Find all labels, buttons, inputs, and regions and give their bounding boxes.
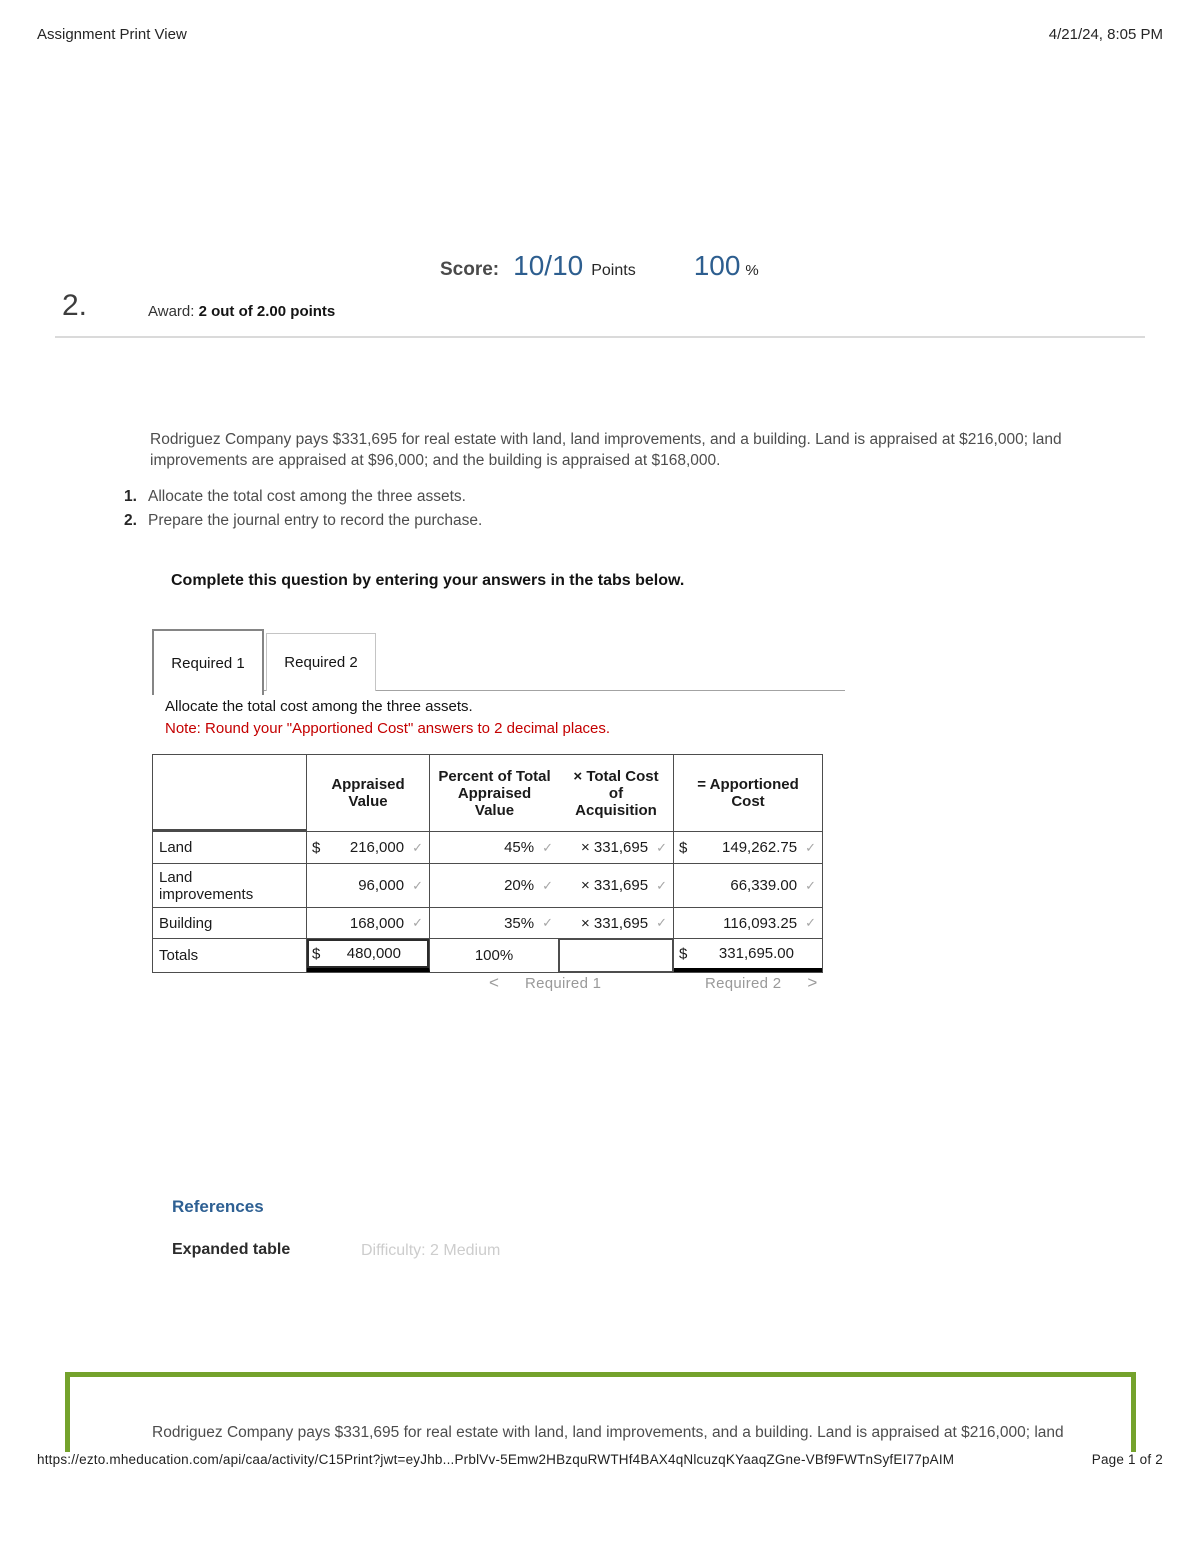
tab-required-1[interactable] xyxy=(152,629,264,695)
check-icon xyxy=(542,915,553,931)
cell-value: 66,339.00 xyxy=(730,877,798,894)
currency-symbol: $ xyxy=(679,945,688,962)
score-summary xyxy=(440,250,759,282)
cell-value: 149,262.75 xyxy=(722,839,798,856)
totals-apportioned-cost xyxy=(674,939,822,972)
chevron-right-icon xyxy=(807,973,817,993)
check-icon xyxy=(656,840,667,856)
totals-empty-cell xyxy=(559,939,674,972)
check-icon xyxy=(412,840,423,856)
cell-value: 216,000 xyxy=(349,839,405,856)
row-label: Building xyxy=(153,908,307,938)
table-header-row xyxy=(153,755,822,832)
total-cost-input[interactable] xyxy=(559,908,674,938)
page-title: Assignment Print View xyxy=(37,26,187,43)
apportioned-cost-input[interactable] xyxy=(674,908,822,938)
check-icon xyxy=(805,878,816,894)
header-percent-of-total: Percent of Total Appraised Value xyxy=(430,755,559,832)
percent-input[interactable] xyxy=(430,832,559,863)
requirement-text: Allocate the total cost among the three assets. xyxy=(148,488,466,505)
row-label: Land xyxy=(153,832,307,863)
print-timestamp: 4/21/24, 8:05 PM xyxy=(1048,26,1163,43)
header-times-total-cost: × Total Cost of Acquisition xyxy=(559,755,674,832)
score-points-value: 10/10 xyxy=(513,250,584,281)
check-icon xyxy=(805,915,816,931)
table-row-land-improvements xyxy=(153,864,822,908)
cell-value: 116,093.25 xyxy=(723,914,798,932)
reference-type-link[interactable]: Expanded table xyxy=(172,1241,291,1258)
requirement-number: 2. xyxy=(124,512,137,529)
award-label: Award: xyxy=(148,303,195,320)
appraised-value-input[interactable] xyxy=(307,832,430,863)
requirement-item xyxy=(124,512,482,536)
cell-value: × 331,695 xyxy=(580,877,649,894)
check-icon xyxy=(412,915,423,931)
preview-text: Rodriguez Company pays $331,695 for real estate with land, land improvements, and a building. Land is appraised at $216,000; land xyxy=(152,1424,1064,1441)
section-divider xyxy=(55,336,1145,338)
total-cost-input[interactable] xyxy=(559,864,674,907)
apportioned-cost-input[interactable] xyxy=(674,864,822,907)
problem-statement: Rodriguez Company pays $331,695 for real estate with land, land improvements, and a building. Land is appraised at $216,000; land improvements are appraised at $96,000; and the building is appraised at $168,000. xyxy=(150,431,1062,469)
cell-value: × 331,695 xyxy=(580,839,649,856)
check-icon xyxy=(542,878,553,894)
rounding-note: Note: Round your "Apportioned Cost" answers to 2 decimal places. xyxy=(165,720,611,737)
cell-value: 35% xyxy=(504,914,535,932)
pager-previous[interactable] xyxy=(489,973,601,993)
next-page-question-preview xyxy=(65,1372,1136,1452)
panel-instruction: Allocate the total cost among the three assets. xyxy=(165,698,473,715)
score-points-label: Points xyxy=(591,262,636,279)
score-percent-value: 100 xyxy=(693,250,741,281)
cell-value: 480,000 xyxy=(346,945,401,962)
references-link[interactable]: References xyxy=(172,1197,264,1216)
requirement-list xyxy=(124,488,482,536)
appraised-value-input[interactable] xyxy=(307,908,430,938)
table-row-totals xyxy=(153,939,822,972)
tab-required-2[interactable] xyxy=(266,633,376,691)
cell-value: 331,695.00 xyxy=(718,945,794,962)
table-row-land xyxy=(153,832,822,864)
currency-symbol: $ xyxy=(679,839,688,856)
total-cost-input[interactable] xyxy=(559,832,674,863)
cell-value: 100% xyxy=(474,947,514,964)
tab-label: Required 2 xyxy=(284,654,358,671)
currency-symbol: $ xyxy=(312,945,321,962)
check-icon xyxy=(412,878,423,894)
apportioned-cost-input[interactable] xyxy=(674,832,822,863)
currency-symbol: $ xyxy=(312,839,321,856)
pager-next[interactable] xyxy=(705,973,817,993)
score-label: Score: xyxy=(440,259,500,280)
footer-url: https://ezto.mheducation.com/api/caa/activity/C15Print?jwt=eyJhb...PrblVv-5Emw2HBzquRWTHf4BAX4qNlcuzqKYaaqZGne-VBf9FWTnSyfEI77pAIM xyxy=(37,1452,955,1467)
row-label: Land improvements xyxy=(153,864,307,907)
cell-value: 20% xyxy=(504,877,535,894)
difficulty-label: Difficulty: 2 Medium xyxy=(361,1242,501,1259)
header-apportioned-cost: = Apportioned Cost xyxy=(674,755,822,832)
requirement-number: 1. xyxy=(124,488,137,505)
totals-appraised-value xyxy=(307,939,430,972)
award-value: 2 out of 2.00 points xyxy=(198,303,336,320)
check-icon xyxy=(656,915,667,931)
tab-label: Required 1 xyxy=(171,654,245,672)
question-number: 2. xyxy=(62,289,88,322)
chevron-left-icon xyxy=(489,973,499,993)
percent-input[interactable] xyxy=(430,908,559,938)
requirement-text: Prepare the journal entry to record the purchase. xyxy=(148,512,483,529)
totals-label: Totals xyxy=(153,939,307,972)
table-row-building xyxy=(153,908,822,939)
pager-next-label: Required 2 xyxy=(705,974,782,992)
complete-instruction: Complete this question by entering your answers in the tabs below. xyxy=(171,572,685,589)
check-icon xyxy=(805,840,816,856)
check-icon xyxy=(542,840,553,856)
header-blank xyxy=(153,755,307,832)
appraised-value-input[interactable] xyxy=(307,864,430,907)
cell-value: × 331,695 xyxy=(580,914,649,932)
cell-value: 168,000 xyxy=(349,914,405,932)
header-appraised-value: Appraised Value xyxy=(307,755,430,832)
score-percent-label: % xyxy=(745,262,759,279)
percent-input[interactable] xyxy=(430,864,559,907)
footer-page-number: Page 1 of 2 xyxy=(1091,1452,1163,1467)
award-line xyxy=(148,303,335,320)
cell-value: 45% xyxy=(504,839,535,856)
allocation-table xyxy=(152,754,823,973)
pager-prev-label: Required 1 xyxy=(524,974,602,992)
requirement-item xyxy=(124,488,482,512)
check-icon xyxy=(656,878,667,894)
totals-percent xyxy=(430,939,559,972)
cell-value: 96,000 xyxy=(358,877,405,894)
